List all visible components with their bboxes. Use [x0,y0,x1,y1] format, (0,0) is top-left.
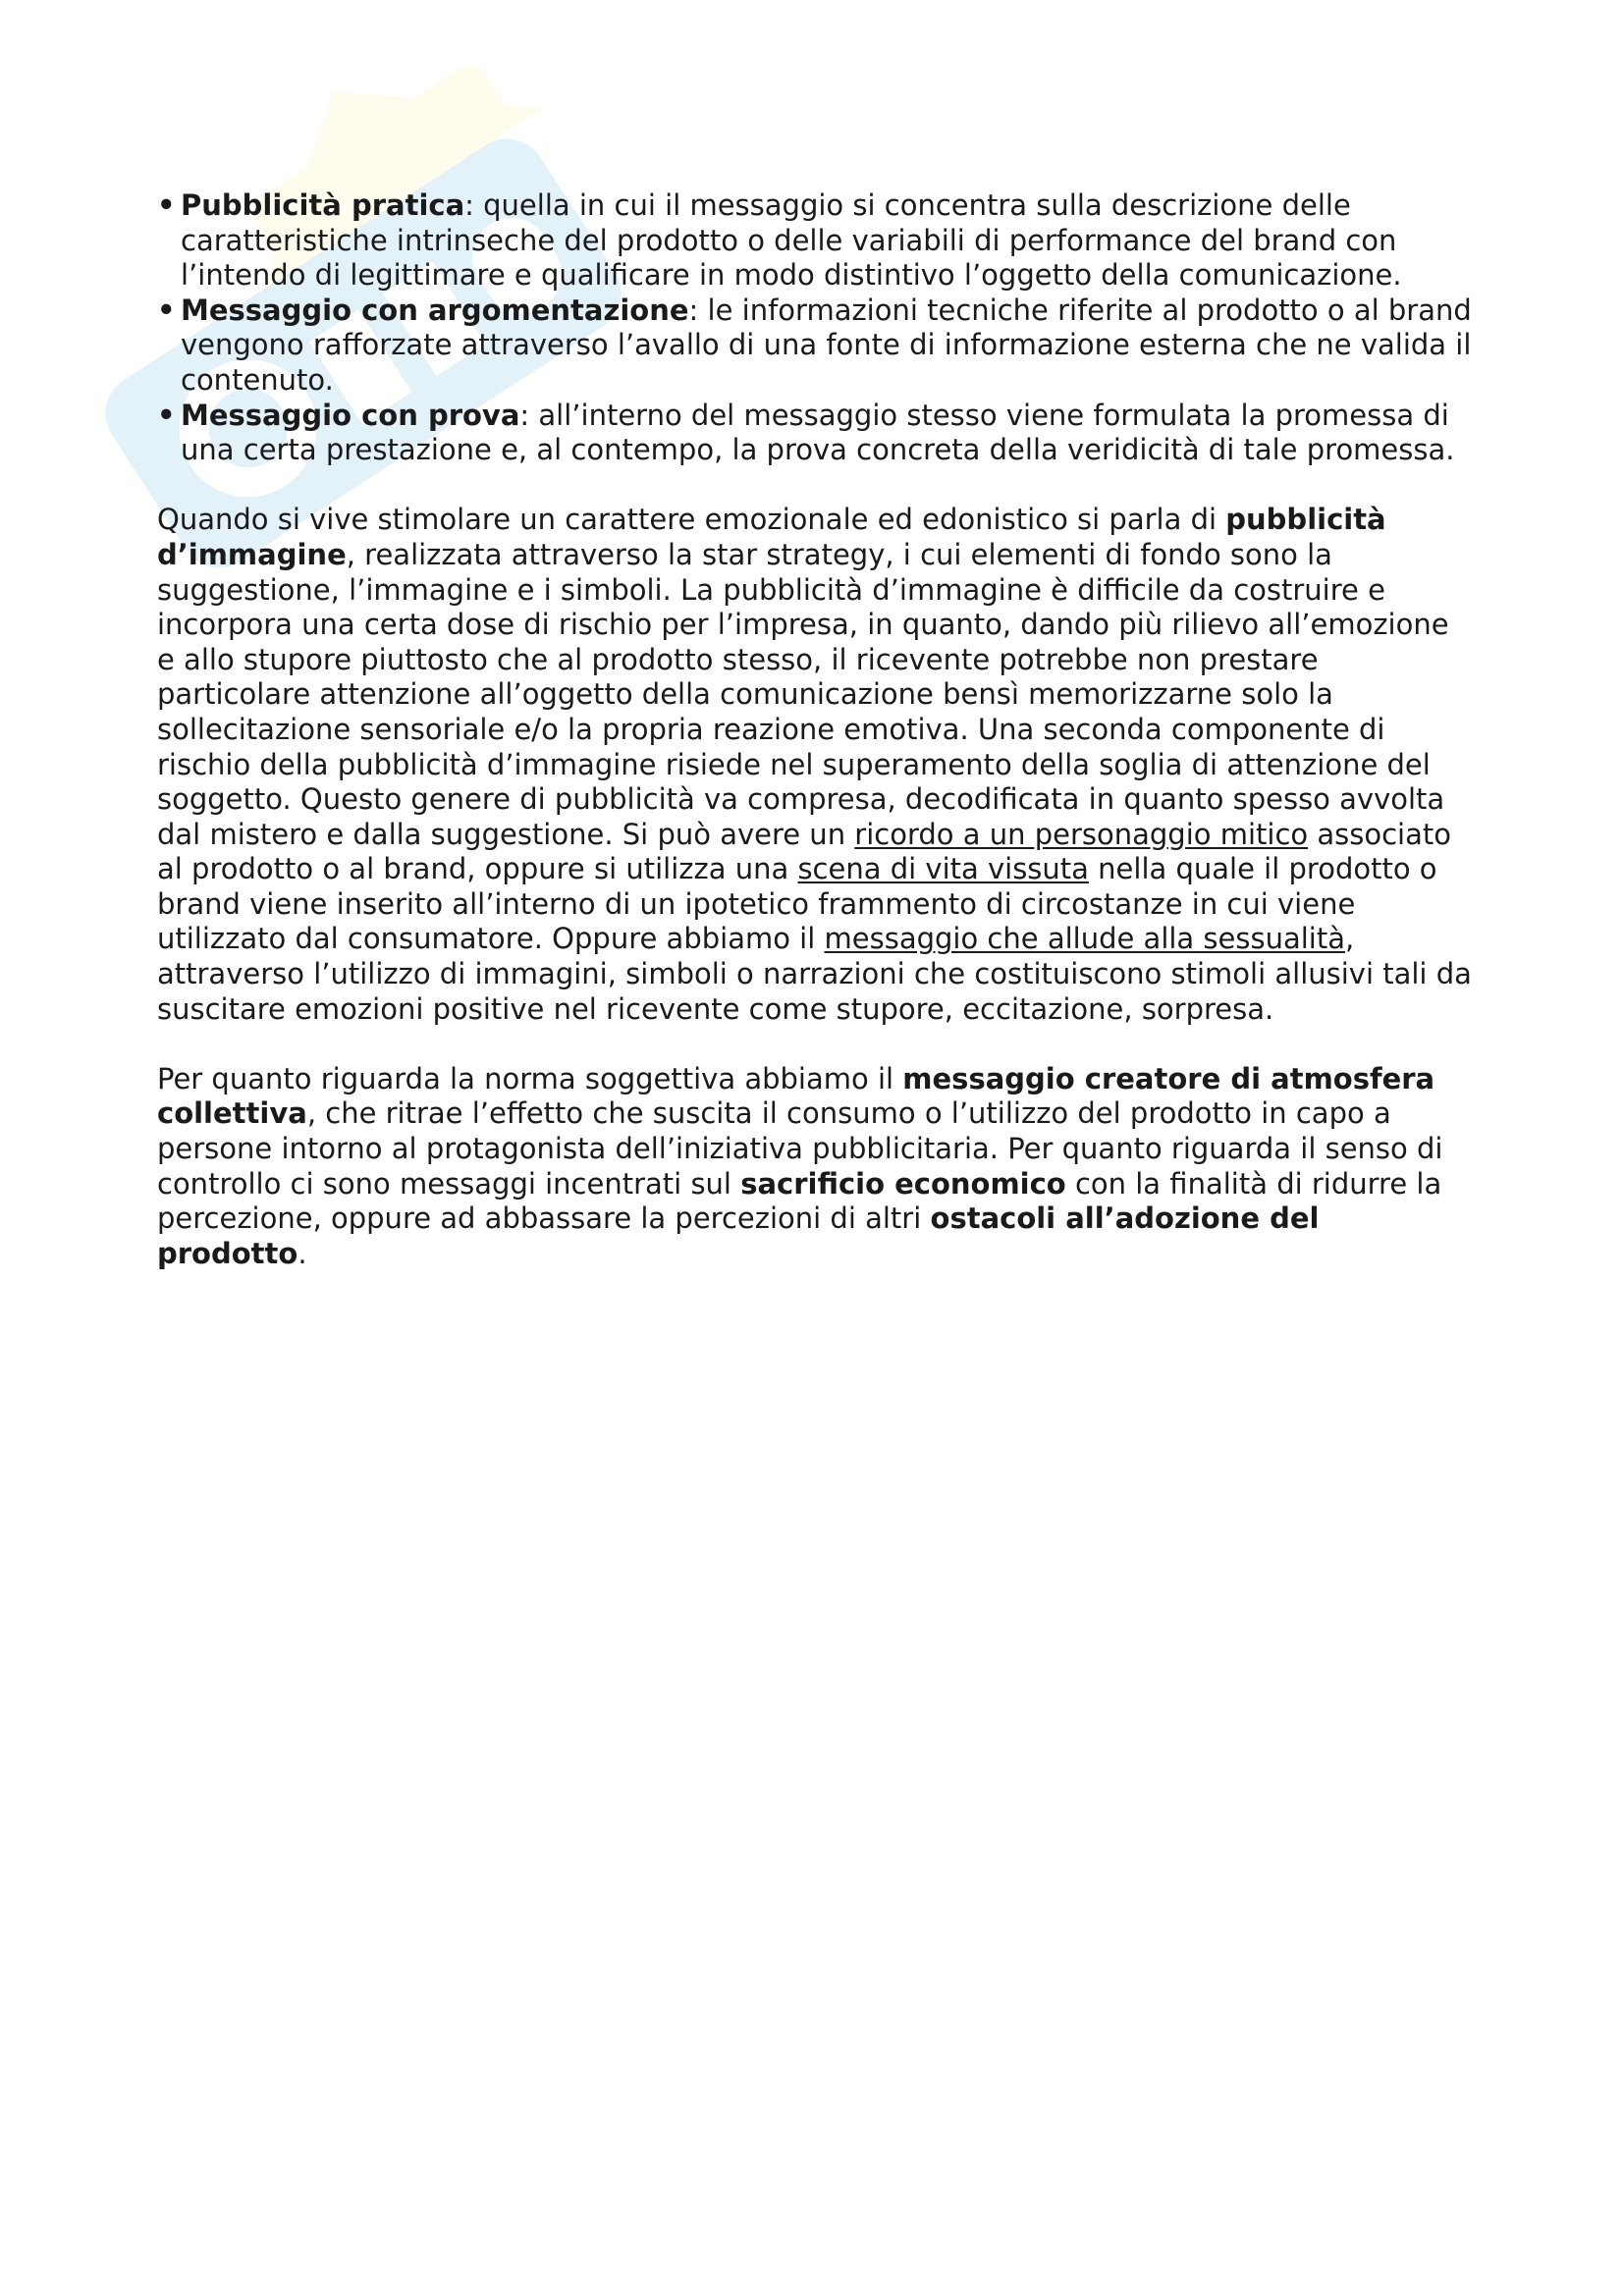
paragraph-subjective-norm [157,1062,1473,1272]
document-body [157,188,1473,1271]
underlined-phrase: scena di vita vissuta [797,852,1089,886]
text-run: con la finalità di ridurre la percezione, oppure ad abbassare la percezioni di altri [157,1166,1442,1236]
bold-term: ostacoli all’adozione del prodotto [157,1201,1320,1270]
text-run: Per quanto riguarda la norma soggettiva abbiamo il [157,1061,903,1095]
text-run: . [298,1236,307,1270]
bold-term: pubblicità d’immagine [157,503,1386,571]
bullet-term: Messaggio con prova [181,398,520,432]
bullet-text: : all’interno del messaggio stesso viene formulata la promessa di una certa prestazione e, al contempo, la prova concreta della veridicità di tale promessa. [181,398,1455,467]
bullet-item [157,399,1473,468]
bold-term: messaggio creatore di atmosfera collettiva [157,1061,1435,1131]
bullet-text: : quella in cui il messaggio si concentra sulla descrizione delle caratteristiche intrinseche del prodotto o delle variabili di performance del brand con l’intendo di legittimare e qualificare in modo distintivo l’oggetto della comunicazione. [181,188,1402,293]
text-run: , che ritrae l’effetto che suscita il consumo o l’utilizzo del prodotto in capo a persone intorno al protagonista dell’iniziativa pubblicitaria. Per quanto riguarda il senso di controllo ci sono messaggi incentrati sul [157,1096,1443,1201]
bullet-item [157,294,1473,399]
bullet-list [157,188,1473,468]
paragraph-image-advertising [157,503,1473,1027]
text-run: , realizzata attraverso la star strategy, i cui elementi di fondo sono la suggestione, l’immagine e i simboli. La pubblicità d’immagine è difficile da costruire e incorpora una certa dose di rischio per l’impresa, in quanto, dando più rilievo all’emozione e allo stupore piuttosto che al prodotto stesso, il ricevente potrebbe non prestare particolare attenzione all’oggetto della comunicazione bensì memorizzarne solo la sollecitazione sensoriale e/o la propria reazione emotiva. Una seconda componente di rischio della pubblicità d’immagine risiede nel superamento della soglia di attenzione del soggetto. Questo genere di pubblicità va compresa, decodificata in quanto spesso avvolta dal mistero e dalla suggestione. Si può avere un [157,537,1449,851]
text-run: nella quale il prodotto o brand viene inserito all’interno di un ipotetico frammento di circostanze in cui viene utilizzato dal consumatore. Oppure abbiamo il [157,852,1437,956]
underlined-phrase: messaggio che allude alla sessualità [824,922,1345,956]
text-run: associato al prodotto o al brand, oppure si utilizza una [157,817,1451,886]
underlined-phrase: ricordo a un personaggio mitico [854,817,1309,851]
bullet-item [157,188,1473,294]
text-run: , attraverso l’utilizzo di immagini, simboli o narrazioni che costituiscono stimoli allusivi tali da suscitare emozioni positive nel ricevente come stupore, eccitazione, sorpresa. [157,922,1472,1026]
bullet-term: Pubblicità pratica [181,188,465,222]
bullet-text: : le informazioni tecniche riferite al prodotto o al brand vengono rafforzate attraverso l’avallo di una fonte di informazione esterna che ne valida il contenuto. [181,293,1472,397]
text-run: Quando si vive stimolare un carattere emozionale ed edonistico si parla di [157,503,1226,537]
bold-term: sacrificio economico [740,1166,1066,1201]
bullet-term: Messaggio con argomentazione [181,293,689,327]
